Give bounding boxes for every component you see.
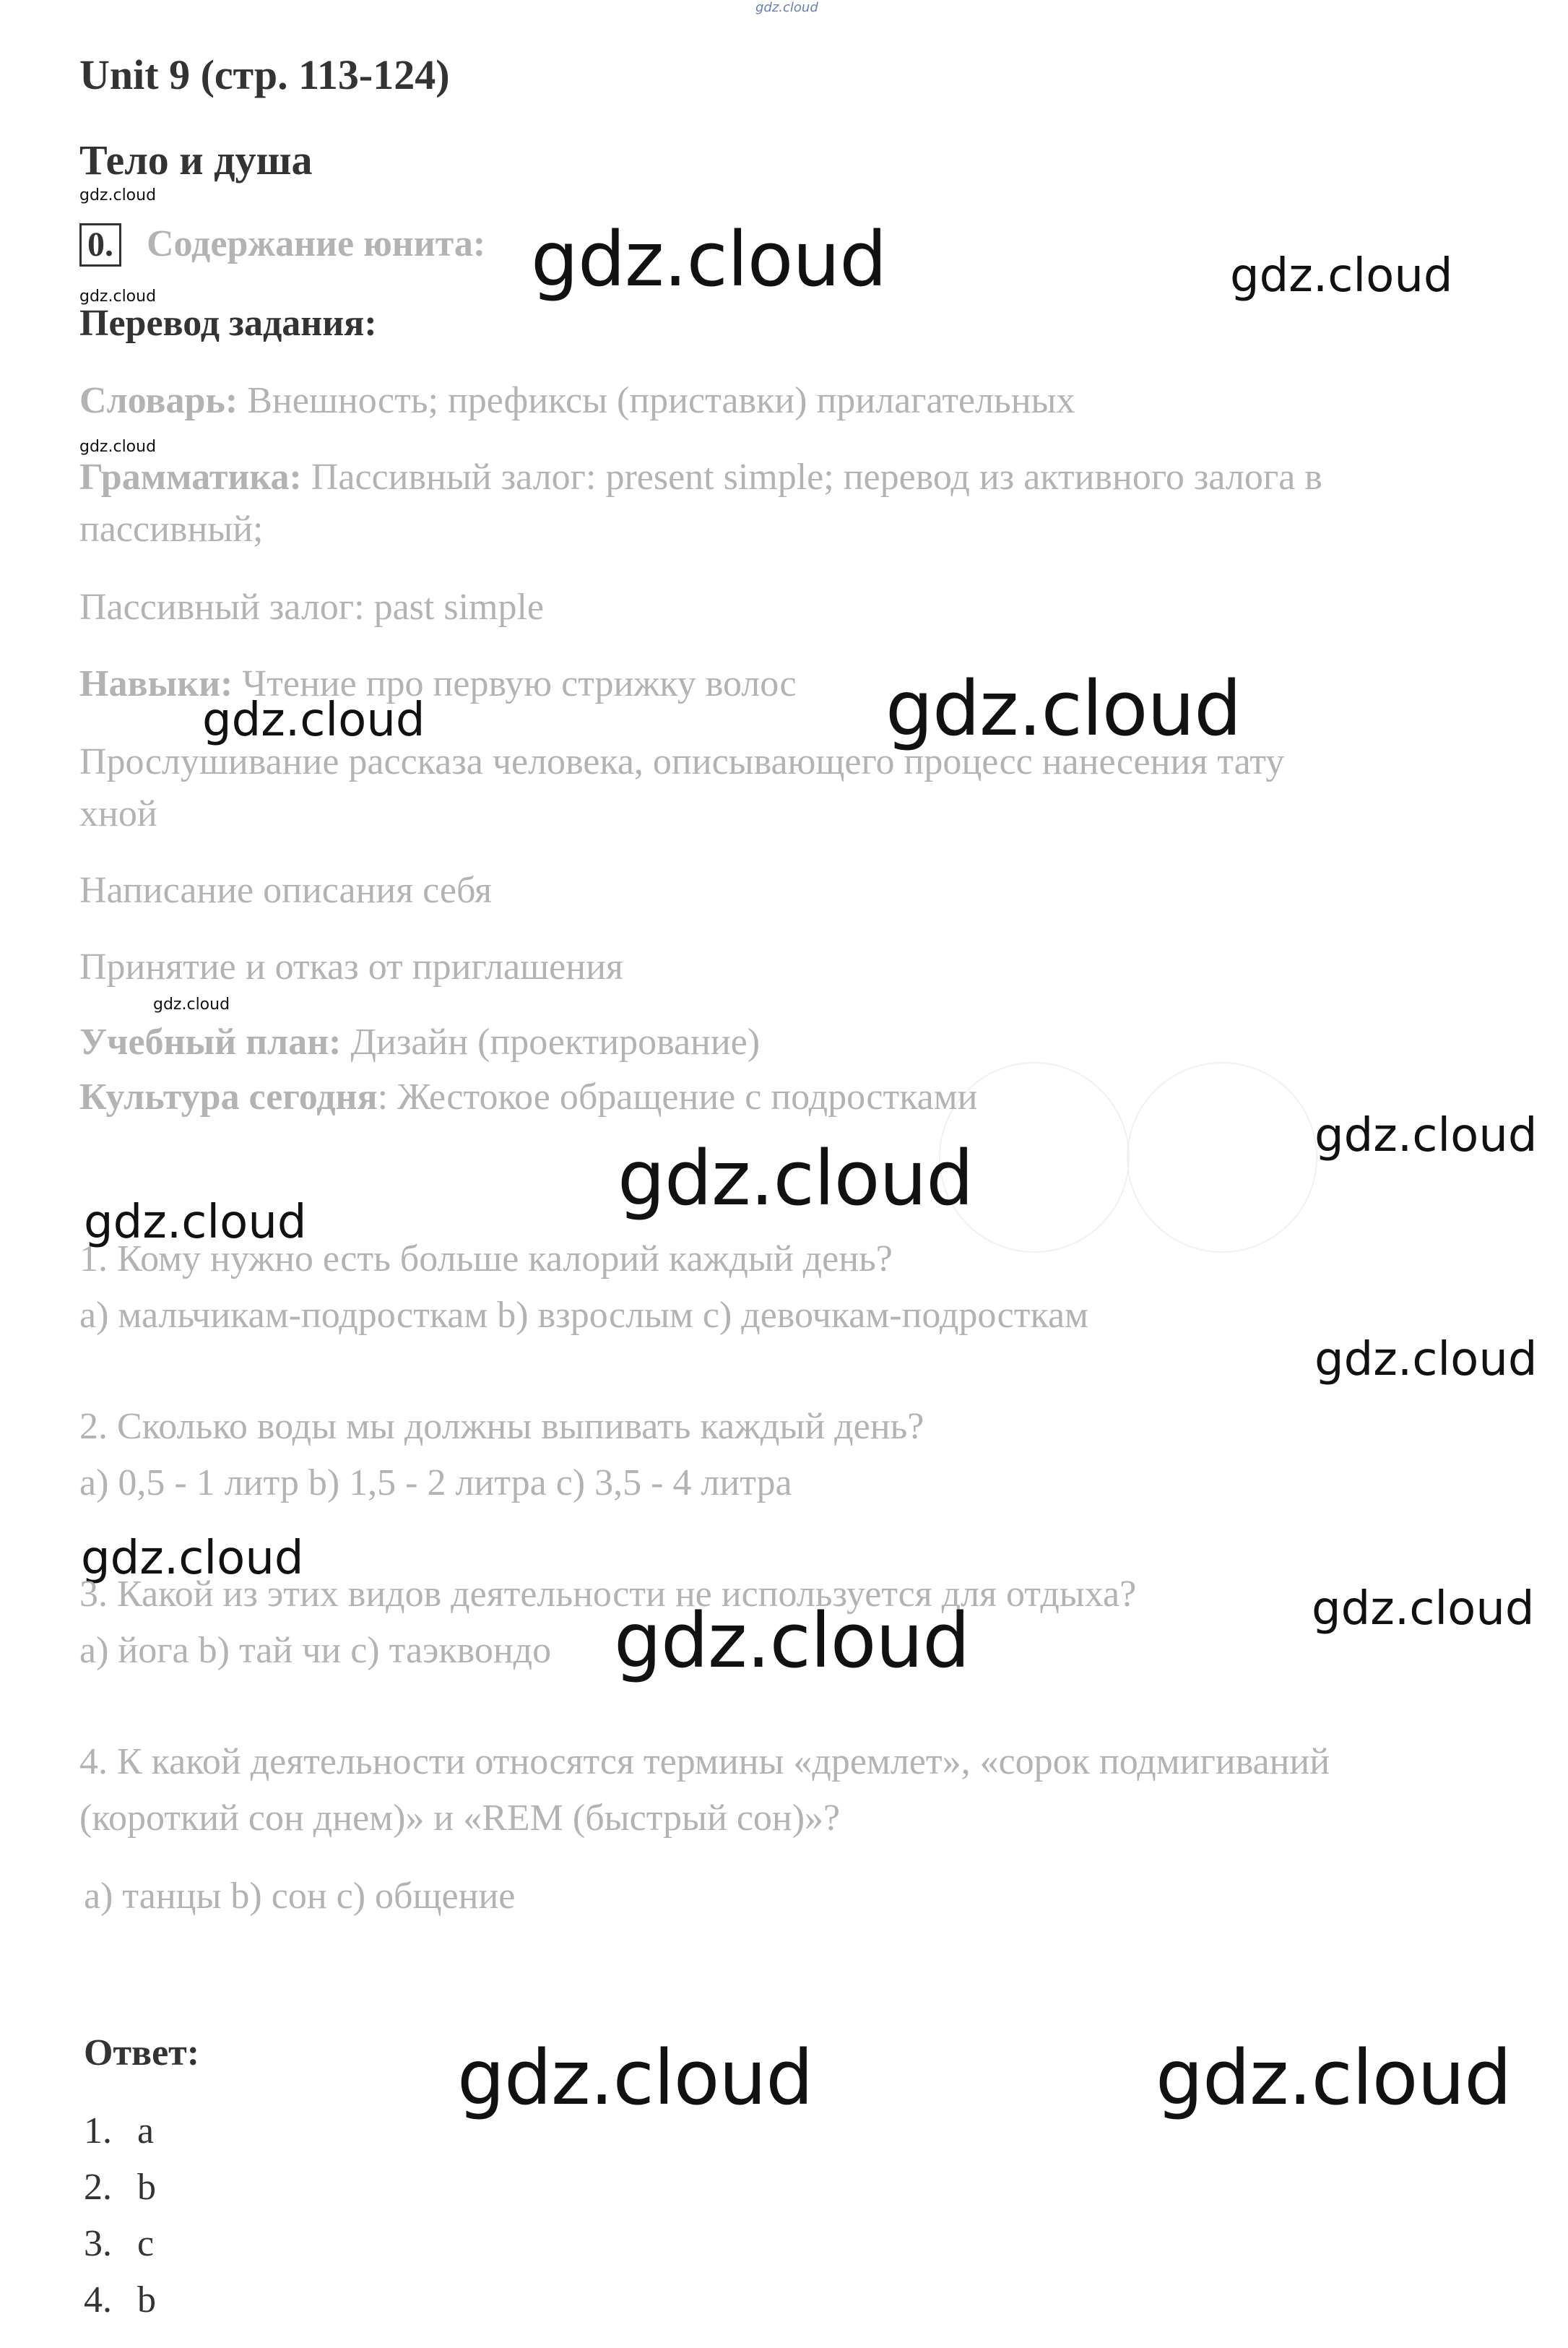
curriculum-label: Учебный план: xyxy=(79,1022,342,1063)
translation-label: Перевод задания: xyxy=(79,303,377,344)
answer-number: 2. xyxy=(84,2167,112,2208)
task-heading-text: Содержание юнита: xyxy=(147,223,486,264)
watermark: gdz.cloud xyxy=(79,186,157,204)
watermark: gdz.cloud xyxy=(202,694,425,747)
watermark: gdz.cloud xyxy=(153,996,230,1014)
vocab-line xyxy=(79,376,1075,426)
watermark: gdz.cloud xyxy=(84,1196,307,1249)
answer-item xyxy=(84,2166,156,2209)
task-number: 0. xyxy=(79,223,121,267)
answer-options-4: a) танцы b) сон c) общение xyxy=(84,1876,516,1917)
vocab-label: Словарь: xyxy=(79,380,238,421)
watermark: gdz.cloud xyxy=(1312,1582,1535,1636)
watermark: gdz.cloud xyxy=(614,1597,970,1685)
answer-value: b xyxy=(137,2167,156,2208)
writing-line: Написание описания себя xyxy=(79,870,493,911)
watermark: gdz.cloud xyxy=(618,1134,974,1222)
answer-value: a xyxy=(137,2110,155,2151)
watermark: gdz.cloud xyxy=(81,1532,304,1585)
answer-item xyxy=(84,2222,154,2265)
question-2: 2. Сколько воды мы должны выпивать каждый день? xyxy=(79,1406,924,1447)
question-4-line-2: (короткий сон днем)» и «REM (быстрый сон)»? xyxy=(79,1797,841,1839)
watermark: gdz.cloud xyxy=(1156,2034,1512,2122)
grammar-text: Пассивный залог: present simple; перевод из активного залога в xyxy=(301,457,1322,498)
answer-item xyxy=(84,2279,156,2321)
answer-options-1: a) мальчикам-подросткам b) взрослым c) девочкам-подросткам xyxy=(79,1295,1088,1336)
decorative-ring xyxy=(1127,1062,1317,1253)
culture-text: : Жестокое обращение с подростками xyxy=(377,1076,978,1118)
answer-item xyxy=(84,2110,154,2152)
watermark: gdz.cloud xyxy=(1314,1333,1538,1386)
watermark: gdz.cloud xyxy=(1314,1109,1538,1162)
answer-number: 4. xyxy=(84,2279,112,2321)
grammar-label: Грамматика: xyxy=(79,457,302,498)
grammar-line-2: пассивный; xyxy=(79,509,264,550)
unit-title: Unit 9 (стр. 113-124) xyxy=(79,51,450,98)
listening-line-2: хной xyxy=(79,793,157,834)
answer-value: c xyxy=(137,2223,155,2264)
skills-label: Навыки: xyxy=(79,663,233,704)
answer-options-3: a) йога b) тай чи c) таэквондо xyxy=(79,1630,552,1671)
skills-text: Чтение про первую стрижку волос xyxy=(233,663,797,704)
watermark-top: gdz.cloud xyxy=(755,0,818,15)
watermark: gdz.cloud xyxy=(531,215,887,303)
answer-value: b xyxy=(137,2279,156,2321)
watermark: gdz.cloud xyxy=(79,438,157,456)
question-4-line-1: 4. К какой деятельности относятся термины «дремлет», «сорок подмигиваний xyxy=(79,1741,1330,1782)
watermark: gdz.cloud xyxy=(79,288,157,306)
grammar-line-3: Пассивный залог: past simple xyxy=(79,587,544,628)
curriculum-line xyxy=(79,1017,760,1068)
culture-label: Культура сегодня xyxy=(79,1076,378,1118)
unit-subtitle: Тело и душа xyxy=(79,137,313,184)
answer-number: 1. xyxy=(84,2110,112,2151)
question-3: 3. Какой из этих видов деятельности не используется для отдыха? xyxy=(79,1574,1137,1615)
vocab-text: Внешность; префиксы (приставки) прилагательных xyxy=(238,380,1075,421)
question-1: 1. Кому нужно есть больше калорий каждый день? xyxy=(79,1238,893,1279)
watermark: gdz.cloud xyxy=(885,665,1242,753)
answer-options-2: a) 0,5 - 1 литр b) 1,5 - 2 литра c) 3,5 - 4 литра xyxy=(79,1462,792,1503)
speaking-line: Принятие и отказ от приглашения xyxy=(79,946,623,988)
task-heading xyxy=(79,223,485,267)
answer-number: 3. xyxy=(84,2223,112,2264)
answer-label: Ответ: xyxy=(84,2032,200,2073)
culture-line xyxy=(79,1072,978,1123)
curriculum-text: Дизайн (проектирование) xyxy=(341,1022,761,1063)
skills-line xyxy=(79,659,797,709)
watermark: gdz.cloud xyxy=(457,2034,813,2122)
grammar-line-1 xyxy=(79,452,1322,503)
listening-line-1: Прослушивание рассказа человека, описывающего процесс нанесения тату xyxy=(79,741,1285,782)
watermark: gdz.cloud xyxy=(1230,249,1453,303)
